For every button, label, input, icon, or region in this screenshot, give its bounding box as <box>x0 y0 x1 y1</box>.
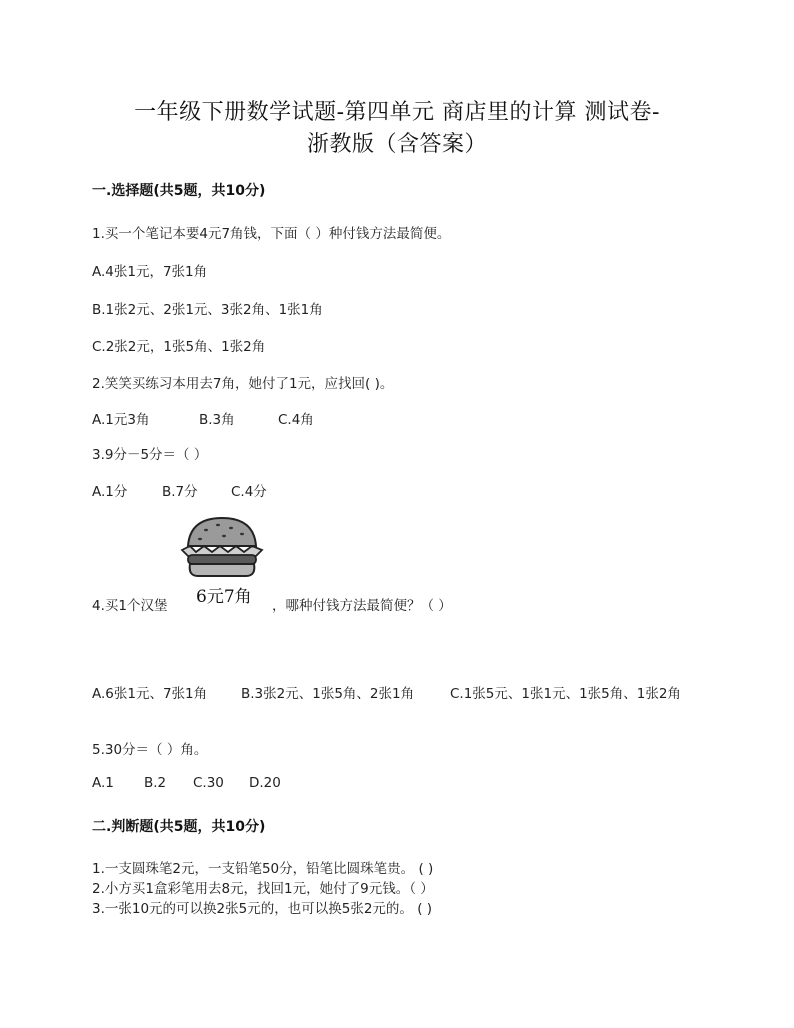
judgement-item-3: 3.一张10元的可以换2张5元的，也可以换5张2元的。 ( ) <box>92 901 433 917</box>
judgement-item-1: 1.一支圆珠笔2元，一支铅笔50分，铅笔比圆珠笔贵。 ( ) <box>92 861 434 877</box>
section-2-heading: 二.判断题(共5题，共10分) <box>92 819 266 835</box>
question-4-option-b: B.3张2元、1张5角、2张1角 <box>241 686 415 702</box>
hamburger-price-label: 6元7角 <box>196 587 252 607</box>
question-4-option-a: A.6张1元、7张1角 <box>92 686 208 702</box>
question-4-stem-prefix: 4.买1个汉堡 <box>92 598 168 614</box>
section-1-heading: 一.选择题(共5题，共10分) <box>92 183 266 199</box>
question-2-stem: 2.笑笑买练习本用去7角，她付了1元，应找回( )。 <box>92 376 394 392</box>
question-5-option-d: D.20 <box>249 775 281 791</box>
question-5-option-b: B.2 <box>144 775 167 791</box>
document-title-line-1: 一年级下册数学试题-第四单元 商店里的计算 测试卷- <box>134 100 660 125</box>
question-5-option-c: C.30 <box>193 775 224 791</box>
question-5-stem: 5.30分＝（ ）角。 <box>92 742 208 758</box>
question-5-option-a: A.1 <box>92 775 114 791</box>
question-1-stem: 1.买一个笔记本要4元7角钱，下面（ ）种付钱方法最简便。 <box>92 226 451 242</box>
question-3-option-a: A.1分 <box>92 484 128 500</box>
question-3-option-b: B.7分 <box>162 484 198 500</box>
question-1-option-b: B.1张2元、2张1元、3张2角、1张1角 <box>92 302 323 318</box>
question-3-stem: 3.9分－5分＝（ ） <box>92 447 208 463</box>
question-1-option-a: A.4张1元，7张1角 <box>92 264 208 280</box>
judgement-item-2: 2.小方买1盒彩笔用去8元，找回1元，她付了9元钱。（ ） <box>92 881 434 897</box>
question-4-stem-suffix: ，哪种付钱方法最简便？（ ） <box>272 598 452 614</box>
document-title-line-2: 浙教版（含答案） <box>306 132 487 157</box>
question-1-option-c: C.2张2元，1张5角、1张2角 <box>92 339 266 355</box>
question-2-option-c: C.4角 <box>278 412 314 428</box>
question-3-option-c: C.4分 <box>231 484 267 500</box>
question-2-option-a: A.1元3角 <box>92 412 150 428</box>
question-4-option-c: C.1张5元、1张1元、1张5角、1张2角 <box>450 686 681 702</box>
question-2-option-b: B.3角 <box>199 412 235 428</box>
